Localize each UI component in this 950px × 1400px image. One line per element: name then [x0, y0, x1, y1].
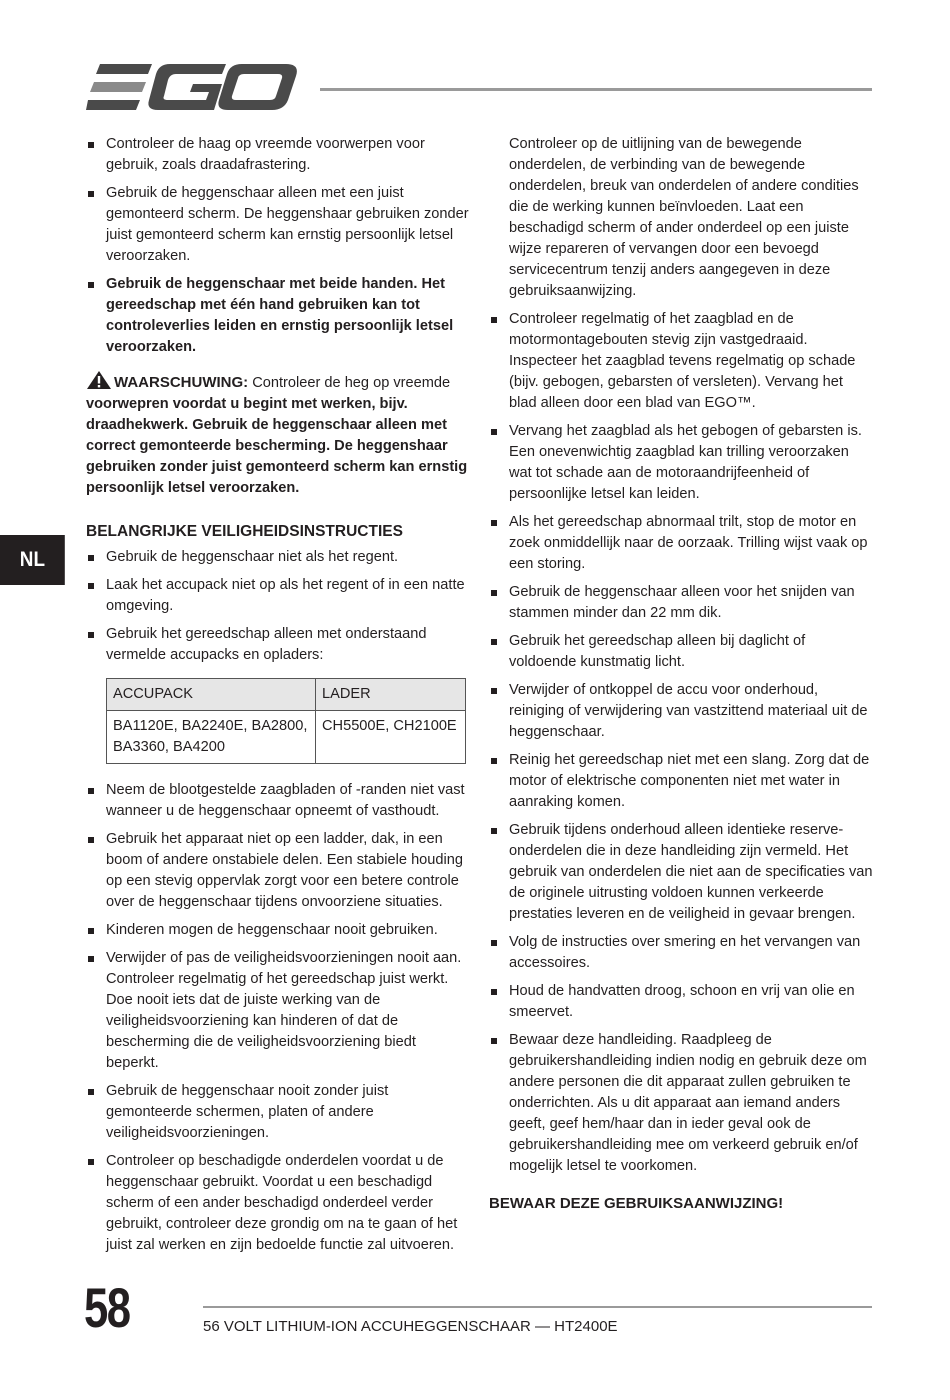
table-header-lader: LADER [316, 679, 466, 711]
list-item: Gebruik het gereedschap alleen met onderstaand vermelde accupacks en opladers: [86, 624, 470, 666]
list-item: Gebruik de heggenschaar alleen voor het snijden van stammen minder dan 22 mm dik. [489, 582, 874, 624]
left-column [86, 134, 470, 1263]
list-item: Neem de blootgestelde zaagbladen of -randen niet vast wanneer u de heggenschaar opneemt of vasthoudt. [86, 780, 470, 822]
list-item: Als het gereedschap abnormaal trilt, stop de motor en zoek onmiddellijk naar de oorzaak. Trilling wijst vaak op een storing. [489, 512, 874, 575]
warning-label: WAARSCHUWING: [114, 374, 249, 391]
list-item: Vervang het zaagblad als het gebogen of gebarsten is. Een onevenwichtig zaagblad kan trilling veroorzaken wat tot schade aan de motoraandrijfeenheid of persoonlijke letsel kan leiden. [489, 421, 874, 505]
warning-triangle-icon [86, 370, 112, 390]
list-item: Verwijder of pas de veiligheidsvoorzieningen nooit aan. Controleer regelmatig of het gereedschap juist werkt. Doe nooit iets dat de juiste werking van de veiligheidsvoorziening kan hinderen of dat de bescherming die de veiligheidsvoorziening biedt beperkt. [86, 948, 470, 1074]
header-rule [320, 88, 872, 91]
list-item: Gebruik de heggenschaar nooit zonder juist gemonteerde schermen, platen of andere veiligheidsvoorzieningen. [86, 1081, 470, 1144]
language-tab: NL [0, 535, 65, 585]
list-item: Controleer de haag op vreemde voorwerpen voor gebruik, zoals draadafrastering. [86, 134, 470, 176]
list-item: Controleer op beschadigde onderdelen voordat u de heggenschaar gebruikt. Voordat u een beschadigd scherm of een ander beschadigd onderdeel verder gebruikt, controleer deze grondig om na te gaan of het juist zal werken en zijn bedoelde functie zal uitvoeren. [86, 1151, 470, 1256]
battery-charger-table [106, 678, 466, 764]
page-number: 58 [84, 1276, 130, 1339]
left-bullets-b [86, 547, 470, 666]
ego-logo [86, 62, 298, 114]
list-item: Gebruik de heggenschaar niet als het regent. [86, 547, 470, 568]
warning-text-normal: Controleer de heg op vreemde [248, 375, 451, 391]
warning-text-bold: voorwepren voordat u begint met werken, bijv. draadhekwerk. Gebruik de heggenschaar alleen met correct gemonteerde bescherming. De heggenshaar gebruiken zonder juist gemonteerd scherm kan ernstig persoonlijk letsel veroorzaken. [86, 396, 468, 496]
list-item: Gebruik de heggenschaar met beide handen. Het gereedschap met één hand gebruiken kan tot controleverlies leiden en ernstig persoonlijk letsel veroorzaken. [86, 274, 470, 358]
list-item: Gebruik het apparaat niet op een ladder, dak, in een boom of andere onstabiele delen. Een stabiele houding op een stevig oppervlak zorgt voor een betere controle over de heggenschaar tijdens onvoorziene situaties. [86, 829, 470, 913]
list-item: Volg de instructies over smering en het vervangen van accessoires. [489, 932, 874, 974]
right-column [489, 134, 874, 1214]
footer-title: 56 VOLT LITHIUM-ION ACCUHEGGENSCHAAR — HT2400E [203, 1318, 618, 1335]
continuation-text: Controleer op de uitlijning van de bewegende onderdelen, de verbinding van de bewegende onderdelen, breuk van onderdelen of andere condities die de werking kunnen beïnvloeden. Laat een beschadigd scherm of ander onderdeel op een juiste wijze repareren of vervangen door een bevoegd servicecentrum tenzij anders aangegeven in deze gebruiksaanwijzing. [509, 136, 859, 299]
warning-block [86, 370, 470, 499]
table-row [107, 711, 466, 764]
list-item: Gebruik het gereedschap alleen bij daglicht of voldoende kunstmatig licht. [489, 631, 874, 673]
list-item: Controleer regelmatig of het zaagblad en de motormontagebouten stevig zijn vastgedraaid. Inspecteer het zaagblad tevens regelmatig op schade (bijv. gebogen, gebarsten of versleten). Vervang het blad alleen door een blad van EGO™. [489, 309, 874, 414]
list-item: Reinig het gereedschap niet met een slang. Zorg dat de motor of elektrische componenten niet met water in aanraking komen. [489, 750, 874, 813]
list-item: Bewaar deze handleiding. Raadpleeg de gebruikershandleiding indien nodig en gebruik deze om andere personen die dit apparaat zullen gebruiken te onderrichten. Als u dit apparaat aan iemand anders geeft, geef hem/haar dan in ieder geval ook de gebruikershandleiding mee om verkeerd gebruik en/of mogelijk letsel te voorkomen. [489, 1030, 874, 1177]
closing-heading: BEWAAR DEZE GEBRUIKSAANWIJZING! [489, 1195, 784, 1212]
list-item: Gebruik tijdens onderhoud alleen identieke reserve-onderdelen die in deze handleiding zijn vermeld. Het gebruik van onderdelen die niet aan de specificaties van de originele uitrusting voldoen kunnen verkeerde prestaties leveren en de veiligheid in gevaar brengen. [489, 820, 874, 925]
table-header-accupack: ACCUPACK [107, 679, 316, 711]
footer-rule [203, 1306, 872, 1308]
left-bullets-a [86, 134, 470, 358]
table-cell-accupacks: BA1120E, BA2240E, BA2800, BA3360, BA4200 [107, 711, 316, 764]
list-item: Verwijder of ontkoppel de accu voor onderhoud, reiniging of verwijdering van vastzittend materiaal uit de heggenschaar. [489, 680, 874, 743]
right-bullets [489, 309, 874, 1177]
section-title: BELANGRIJKE VEILIGHEIDSINSTRUCTIES [86, 523, 403, 540]
list-item: Gebruik de heggenschaar alleen met een juist gemonteerd scherm. De heggenshaar gebruiken zonder juist gemonteerd scherm kan ernstig persoonlijk letsel veroorzaken. [86, 183, 470, 267]
list-item: Kinderen mogen de heggenschaar nooit gebruiken. [86, 920, 470, 941]
list-item: Laak het accupack niet op als het regent of in een natte omgeving. [86, 575, 470, 617]
table-cell-laders: CH5500E, CH2100E [316, 711, 466, 764]
list-item: Houd de handvatten droog, schoon en vrij van olie en smeervet. [489, 981, 874, 1023]
left-bullets-c [86, 780, 470, 1256]
